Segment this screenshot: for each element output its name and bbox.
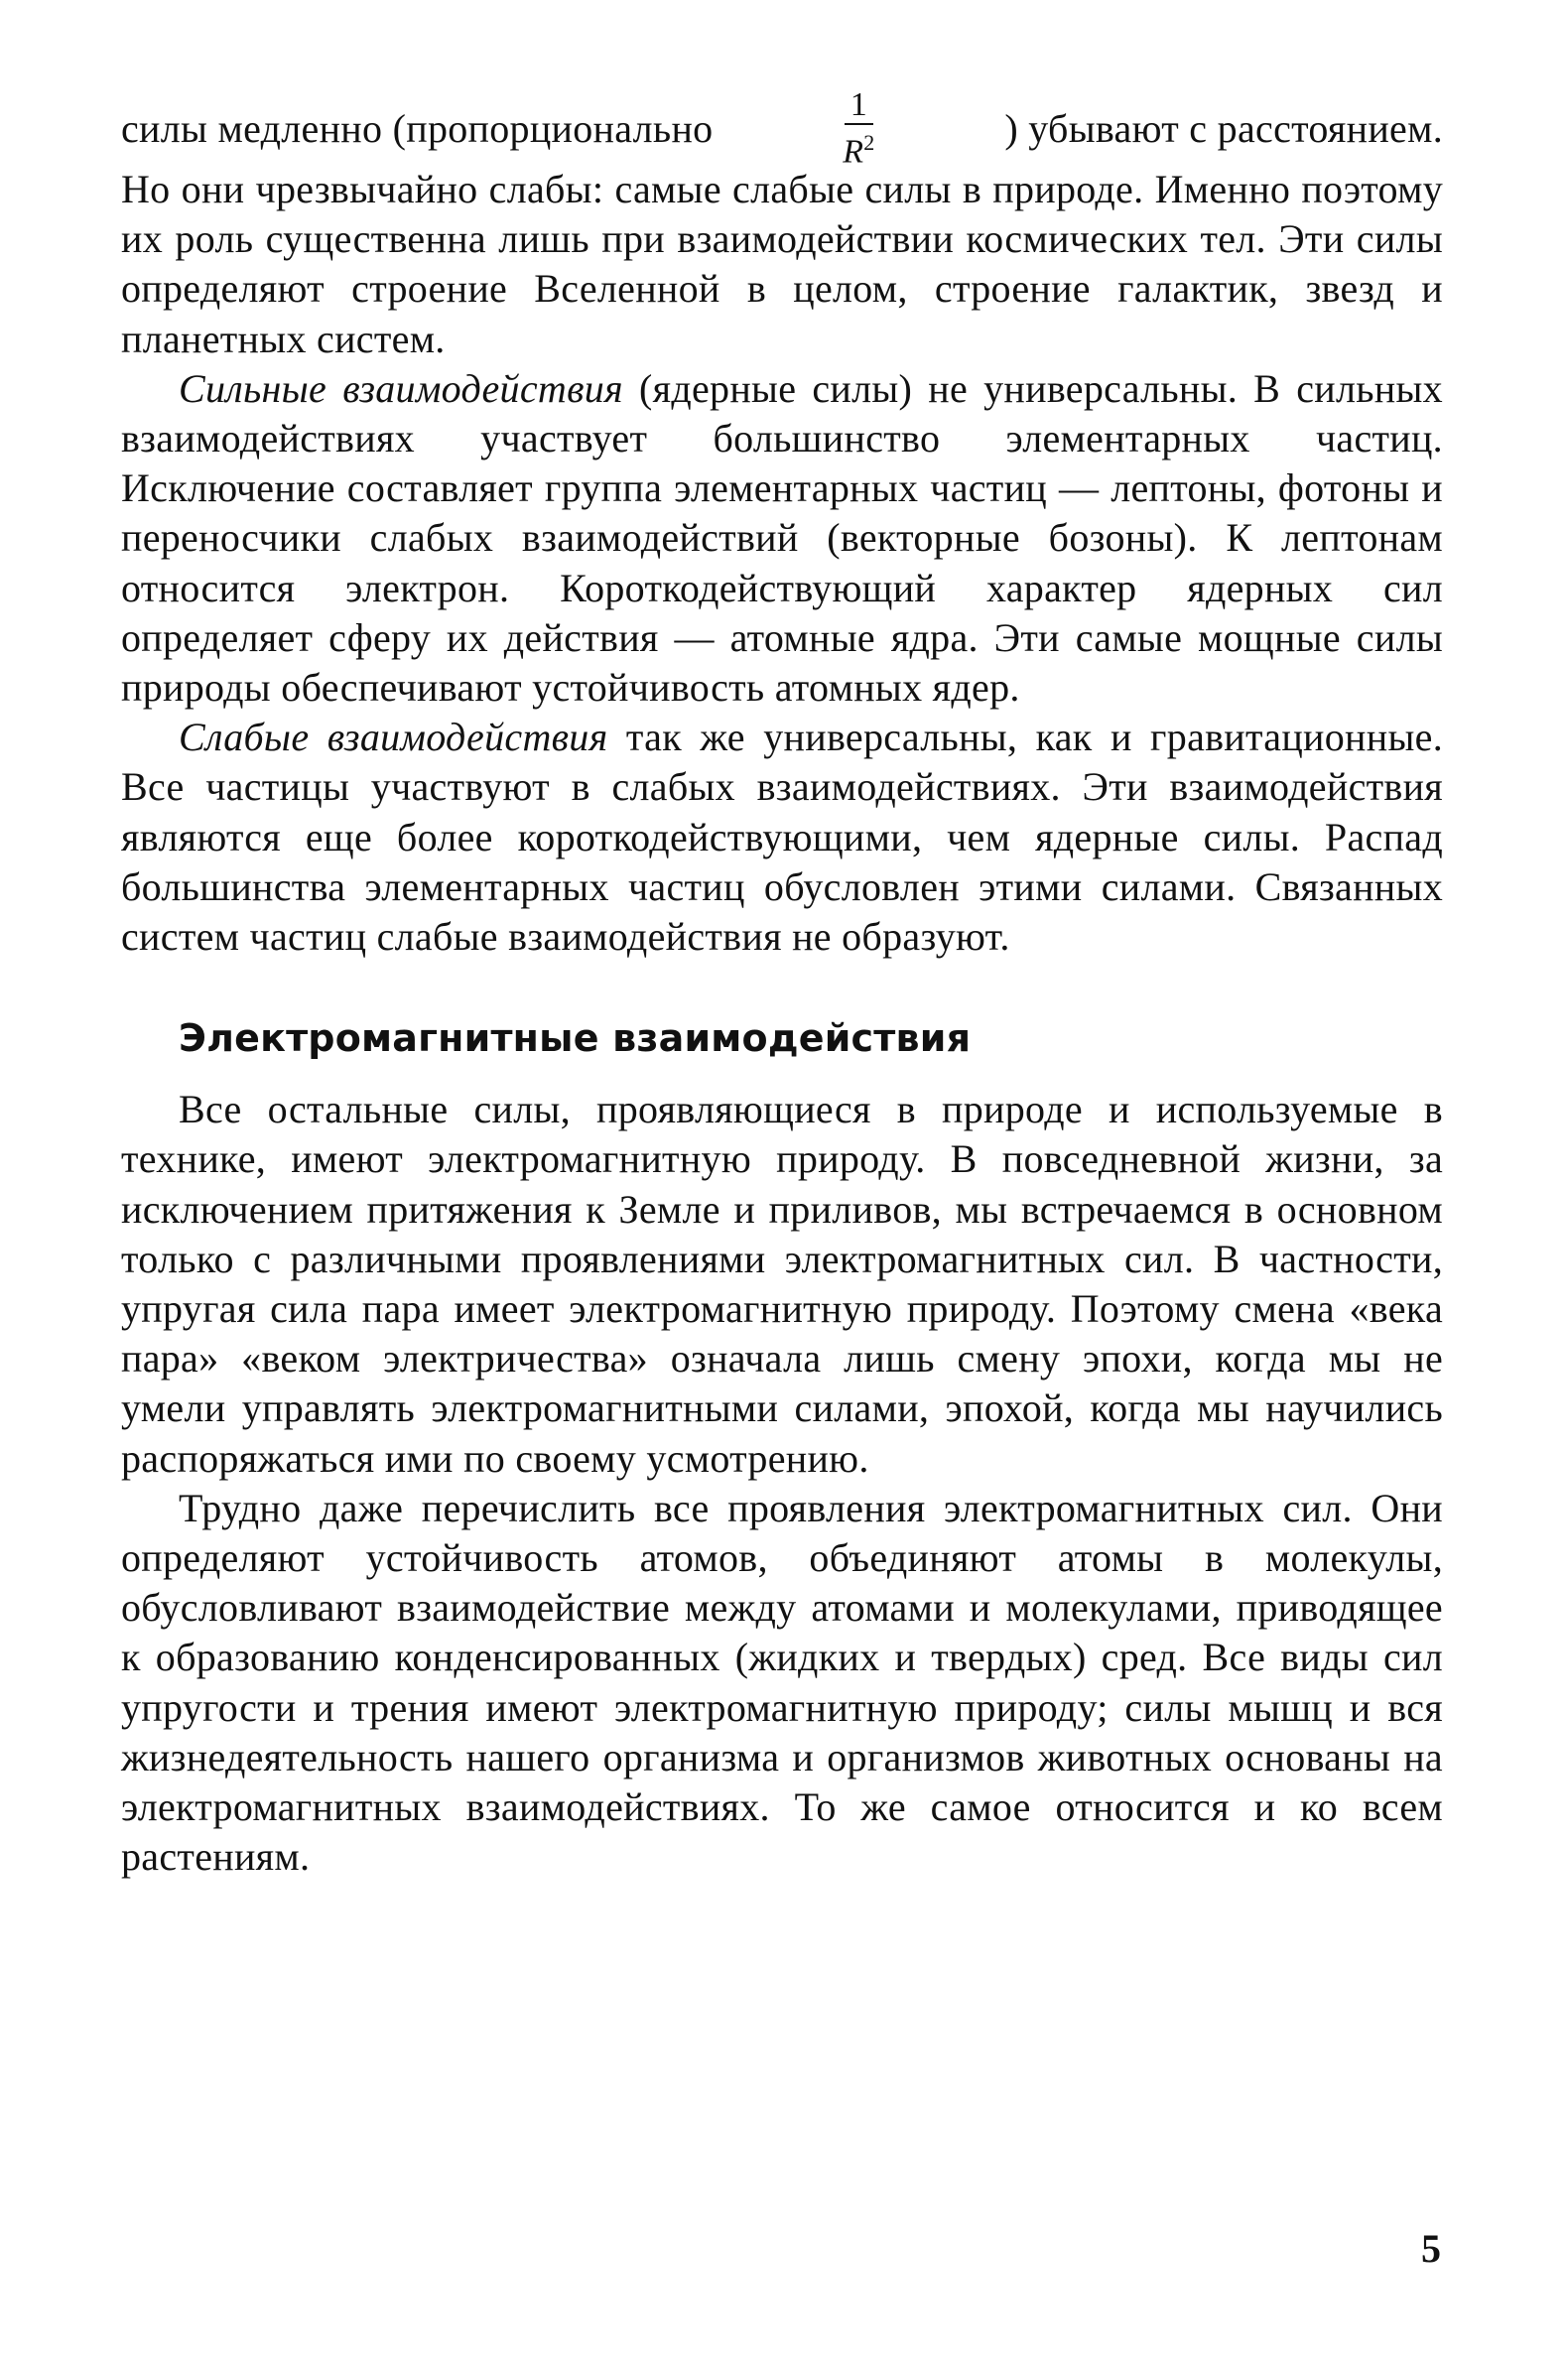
paragraph-electromagnetic-nature: Все остальные силы, проявляющиеся в природе и используемые в технике, имеют электромагнитную природу. В повседневной жизни, за исключением притяжения к Земле и приливов, мы встречаемся в основном только с различными проявлениями электромагнитных сил. В частности, упругая сила пара имеет электромагнитную природу. Поэтому смена «века пара» «веком электричества» означала лишь смену эпохи, когда мы не умели управлять электромагнитными силами, эпохой, когда мы научились распоряжаться ими по своему усмотрению. (121, 1087, 1443, 1481)
term-weak-interactions: Слабые взаимодействия (179, 715, 608, 760)
formula-line-after: ) убывают с расстоянием. (1004, 105, 1443, 151)
page-number: 5 (1421, 2226, 1441, 2271)
term-strong-interactions: Сильные взаимодействия (179, 365, 623, 411)
paragraph-weak-interactions-text: так же универсальны, как и гравитационные. Все частицы участвуют в слабых взаимодействиях. Эти взаимодействия являются еще более короткодействующими, чем ядерные силы. Распад большинства элементарных частиц обусловлен этими силами. Связанных систем частиц слабые взаимодействия не образуют. (121, 715, 1443, 960)
fraction-exponent: 2 (863, 130, 875, 156)
page-body (121, 86, 1443, 1883)
formula-line (121, 86, 1443, 171)
inverse-square-fraction (843, 87, 874, 170)
fraction-denominator (843, 125, 874, 170)
paragraph-strong-interactions-text: (ядерные силы) не универсальны. В сильных взаимодействиях участвует большинство элементарных частиц. Исключение составляет группа элементарных частиц — лептоны, фотоны и переносчики слабых взаимодействий (векторные бозоны). К лептонам относится электрон. Короткодействующий характер ядерных сил определяет сферу их действия — атомные ядра. Эти самые мощные силы природы обеспечивают устойчивость атомных ядер. (121, 365, 1443, 711)
fraction-numerator: 1 (845, 87, 873, 125)
paragraph-strong-interactions (121, 364, 1443, 713)
paragraph-electromagnetic-manifestations: Трудно даже перечислить все проявления электромагнитных сил. Они определяют устойчивость атомов, объединяют атомы в молекулы, обусловливают взаимодействие между атомами и молекулами, приводящее к образованию конденсированных (жидких и твердых) сред. Все виды сил упругости и трения имеют электромагнитную природу; силы мышц и вся жизнедеятельность нашего организма и организмов животных основаны на электромагнитных взаимодействиях. То же самое относится и ко всем растениям. (121, 1485, 1443, 1880)
fraction-denominator-base: R (843, 133, 864, 171)
paragraph-gravity-weakness: Но они чрезвычайно слабы: самые слабые силы в природе. Именно поэтому их роль существенна лишь при взаимодействии космических тел. Эти силы определяют строение Вселенной в целом, строение галактик, звезд и планетных систем. (121, 167, 1443, 361)
paragraph-weak-interactions (121, 713, 1443, 962)
formula-line-before: силы медленно (пропорционально (121, 105, 714, 151)
section-heading: Электромагнитные взаимодействия (179, 1016, 972, 1061)
